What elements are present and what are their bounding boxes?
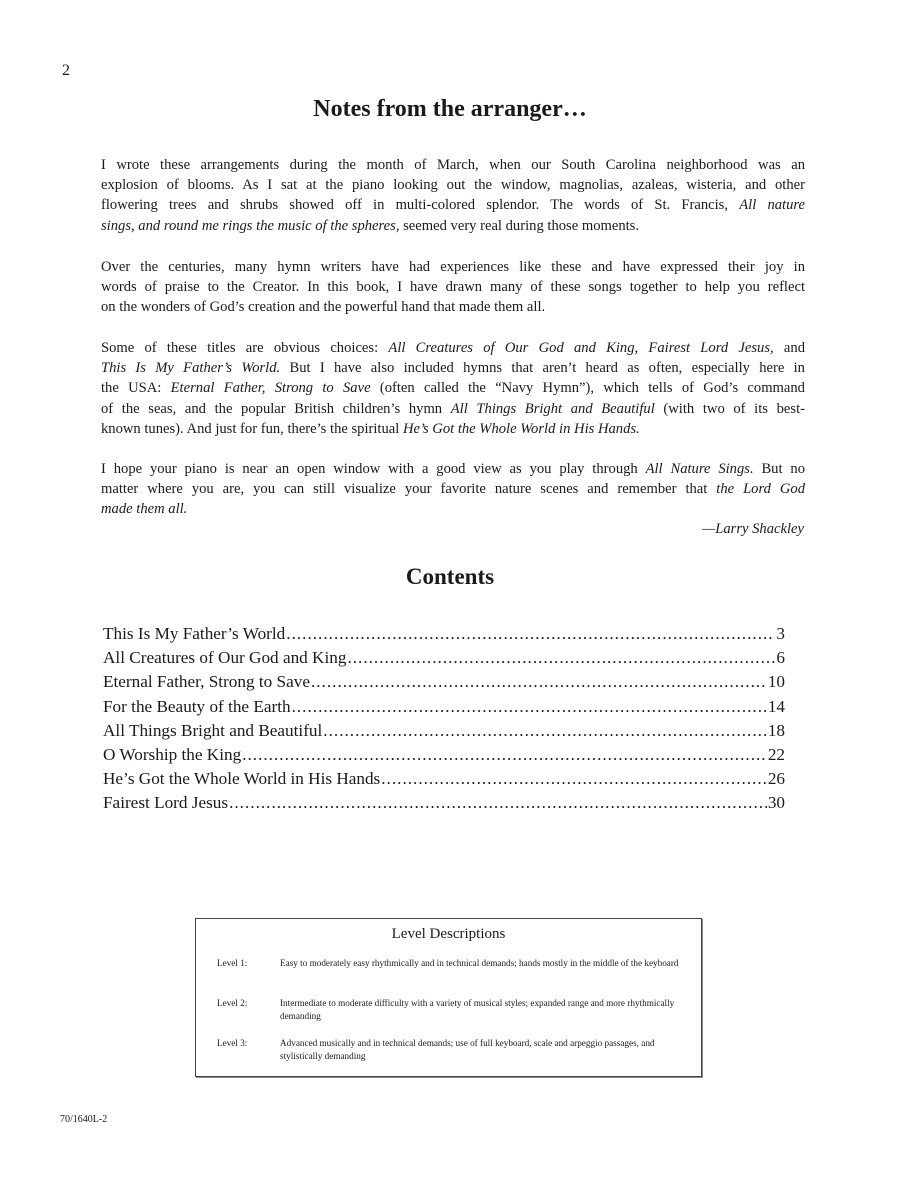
dot-leader xyxy=(292,697,767,717)
text-line: Over the centuries, many hymn writers have had experiences like these and have expressed their joy in xyxy=(101,259,805,275)
toc-entry-title: All Things Bright and Beautiful xyxy=(103,720,323,740)
toc-entry-title: Fairest Lord Jesus xyxy=(103,793,229,813)
level-text: Easy to moderately easy rhythmically and in technical demands; hands mostly in the middle of the keyboard xyxy=(280,958,679,968)
dot-leader xyxy=(286,624,775,644)
notes-paragraph-3 xyxy=(101,338,805,439)
toc-entry[interactable] xyxy=(103,745,785,769)
toc-entry-page: 26 xyxy=(767,769,785,789)
text-line: Some of these titles are obvious choices: All Creatures of Our God and King, Fairest Lord Jesus, and xyxy=(101,340,805,356)
table-of-contents xyxy=(103,624,785,818)
text-line: of the seas, and the popular British children’s hymn All Things Bright and Beautiful (with two of its best- xyxy=(101,400,805,417)
toc-entry-title: All Creatures of Our God and King xyxy=(103,648,347,668)
text-line: I hope your piano is near an open window with a good view as you play through All Nature Sings. But no xyxy=(101,461,805,477)
toc-entry-page: 30 xyxy=(767,793,785,813)
toc-entry-page: 22 xyxy=(767,744,785,764)
level-text: Advanced musically and in technical demands; use of full keyboard, scale and arpeggio passages, and stylistically demanding xyxy=(280,1038,655,1061)
notes-paragraph-4 xyxy=(101,459,805,520)
page-number: 2 xyxy=(62,62,70,79)
level-descriptions-title: Level Descriptions xyxy=(391,926,506,942)
text-line: matter where you are, you can still visualize your favorite nature scenes and remember that the Lord God xyxy=(101,481,805,498)
toc-entry[interactable] xyxy=(103,769,785,793)
toc-entry[interactable] xyxy=(103,624,785,648)
toc-entry-page: 3 xyxy=(776,624,785,643)
toc-entry-page: 10 xyxy=(767,672,785,692)
level-text: Intermediate to moderate difficulty with a variety of musical styles; expanded range and more rhythmically demanding xyxy=(280,998,675,1021)
level-label: Level 2: xyxy=(217,998,248,1008)
toc-entry-title: This Is My Father’s World xyxy=(103,624,286,643)
toc-entry-title: Eternal Father, Strong to Save xyxy=(103,672,310,692)
toc-entry[interactable] xyxy=(103,721,785,745)
text-line: flowering trees and shrubs showed off in multi-colored splendor. The words of St. Francis, All nature xyxy=(101,197,806,214)
text-line: words of praise to the Creator. In this book, I have drawn many of these songs together to help you reflect xyxy=(101,279,805,296)
text-line: on the wonders of God’s creation and the powerful hand that made them all. xyxy=(101,299,546,316)
dot-leader xyxy=(323,721,767,741)
dot-leader xyxy=(311,672,767,692)
toc-entry-title: O Worship the King xyxy=(103,744,242,764)
level-label: Level 1: xyxy=(217,958,248,968)
text-line: This Is My Father’s World. But I have also included hymns that aren’t heard as often, especially here in xyxy=(101,360,805,377)
toc-entry-page: 14 xyxy=(767,696,785,716)
dot-leader xyxy=(381,769,767,789)
toc-entry[interactable] xyxy=(103,697,785,721)
text-line: explosion of blooms. As I sat at the piano looking out the window, magnolias, azaleas, wisteria, and other xyxy=(101,177,805,194)
dot-leader xyxy=(242,745,767,765)
text-line: sings, and round me rings the music of the spheres, seemed very real during those moments. xyxy=(101,217,639,234)
dot-leader xyxy=(347,648,775,668)
contents-title: Contents xyxy=(405,564,495,589)
notes-paragraph-2 xyxy=(101,257,805,318)
arranger-signature: —Larry Shackley xyxy=(702,521,804,537)
notes-paragraph-1 xyxy=(101,155,805,236)
toc-entry[interactable] xyxy=(103,793,785,817)
text-line: I wrote these arrangements during the month of March, when our South Carolina neighborhood was an xyxy=(101,157,805,173)
text-line: known tunes). And just for fun, there’s the spiritual He’s Got the Whole World in His Hands. xyxy=(101,420,640,437)
toc-entry[interactable] xyxy=(103,648,785,672)
text-line: made them all. xyxy=(101,501,188,518)
toc-entry-page: 18 xyxy=(767,720,785,740)
catalog-code: 70/1640L-2 xyxy=(60,1114,108,1125)
level-label: Level 3: xyxy=(217,1038,248,1048)
level-descriptions-box xyxy=(195,918,702,1077)
text-line: the USA: Eternal Father, Strong to Save (often called the “Navy Hymn”), which tells of God’s command xyxy=(101,380,805,397)
toc-entry-title: For the Beauty of the Earth xyxy=(103,696,291,716)
toc-entry-title: He’s Got the Whole World in His Hands xyxy=(103,769,381,789)
dot-leader xyxy=(229,793,767,813)
notes-title: Notes from the arranger… xyxy=(313,96,587,122)
toc-entry[interactable] xyxy=(103,672,785,696)
toc-entry-page: 6 xyxy=(776,648,785,668)
